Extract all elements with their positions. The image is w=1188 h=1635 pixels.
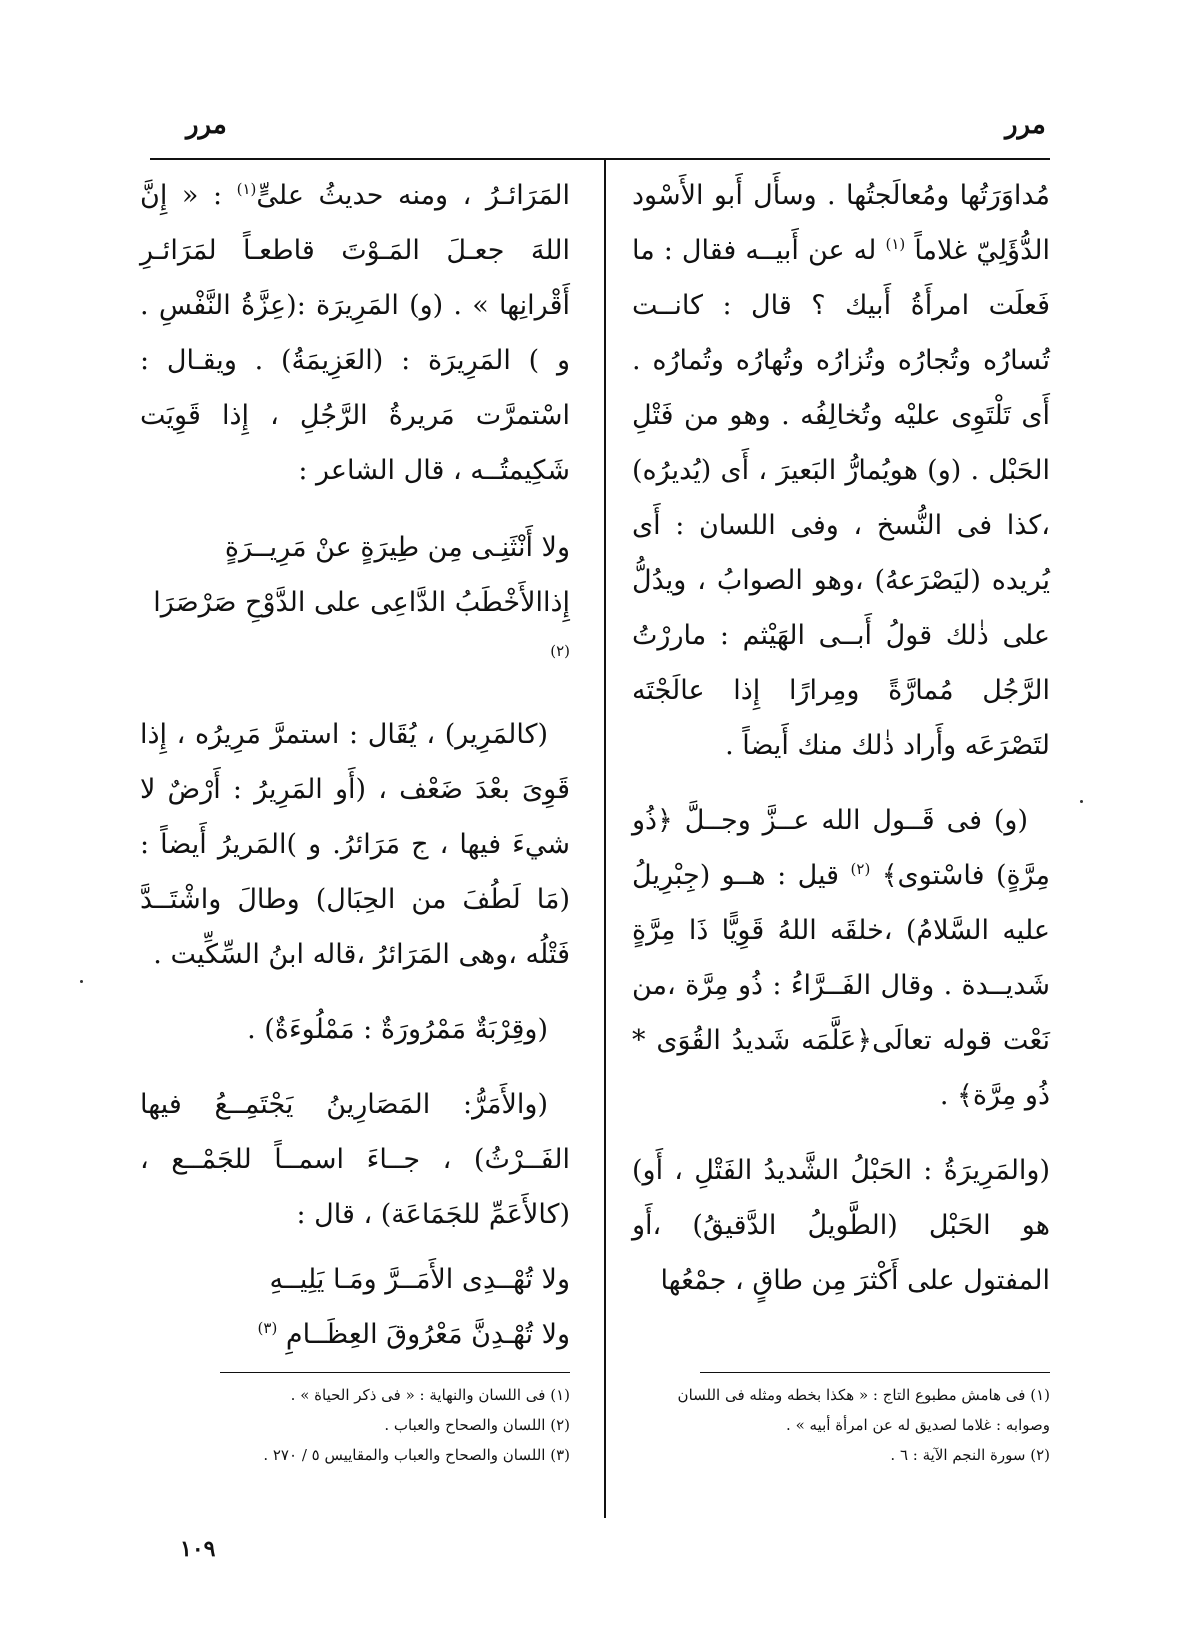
page-number: ١٠٩ [180,1536,216,1562]
paragraph: (و) فى قَــول الله عــزَّ وجــلَّ ﴿ذُو مِرَّةٍ) فاسْتوى﴾ $^{(٢)}$ قيل : هــو (جِبْرِيلُ عليه السَّلامُ) ،خلقَه اللهُ قَوِيًّا ذَا مِرَّةٍ شَديــدة . وقال الفَــرَّاءُ : ذُو مِرَّة ،من نَعْت قوله تعالَى﴿عَلَّمَه شَديدُ القُوَى * ذُو مِرَّة﴾ . [632,805,1050,1111]
footnotes-left [140,1380,570,1470]
header-rule [150,158,1050,160]
paragraph: مُداوَرَتُها ومُعالَجتُها . وسأَل أَبو الأَسْود الدُّؤَلِيّ غلاماً $^{(١)}$ له عن أَبيــه فقال : ما فَعلَت امرأَةُ أَبيك ؟ قال : كانــت تُسارُه وتُجارُه وتُزارُه وتُهارُه وتُمارُه . أَى تَلْتَوِى عليْه وتُخالِفُه . وهو من فَتْلِ الحَبْل . (و) هويُمارُّ البَعيرَ ، أَى (يُديرُه) ،كذا فى النُّسخ ، وفى اللسان : أَى يُريده (ليَصْرَعهُ) ،وهو الصوابُ ، ويدُلُّ على ذٰلك قولُ أَبــى الهَيْثم : ماررْتُ الرَّجُل مُمارَّةً ومِرارًا إِذا عالَجْتَه لتَصْرَعَه وأَراد ذٰلك منك أَيضاً . [632,180,1050,761]
paragraph: (وقِرْبَةٌ مَمْرُورَةٌ : مَمْلُوءَةٌ) . [247,1014,548,1045]
footnote-mark: (١) [885,235,906,253]
paragraph: (والأَمَرُّ: المَصَارِينُ يَجْتَمِــعُ فيها الفَــرْثُ) ، جــاءَ اسمــاً للجَمْــع ، (كالأَعَمِّ للجَمَاعَة) ، قال : [140,1089,570,1230]
footnote-mark: (٢) [850,860,871,878]
left-column [140,168,570,1384]
scan-speck [80,980,83,983]
footnote: (٣) اللسان والصحاح والعباب والمقاييس ٥ / ٢٧٠ . [263,1446,570,1464]
footnote: (٢) اللسان والصحاح والعباب . [384,1416,570,1434]
footnote-mark: (١) [236,180,257,198]
column-divider [604,158,606,1518]
footnote-mark: (٢) [550,642,570,660]
paragraph: المَرَائـرُ ، ومنه حديثُ علىٍّ$^{(١)}$ : « إِنَّ اللهَ جعـلَ المَـوْتَ قاطعـاً لمَرَائـرِ أَقْرانِها » . (و) المَرِيرَة :(عِزَّةُ النَّفْسِ . و ) المَرِيرَة : (العَزِيمَةُ) . ويقـال : اسْتمرَّت مَريرةُ الرَّجُلِ ، إِذا قَوِيَت شَكِيمتُــه ، قال الشاعر : [140,180,570,486]
verse-line: ولا أَنْثَنِـى مِن طِيرَةٍ عنْ مَرِيــرَةٍ [224,532,570,563]
footnote: (١) فى اللسان والنهاية : « فى ذكر الحياة » . [290,1386,570,1404]
footnote-rule-right [700,1372,1050,1373]
paragraph: (كالمَرِير) ، يُقَال : استمرَّ مَرِيرُه ، إِذا قَوِىَ بعْدَ ضَعْف ، (أَو المَرِيرُ : أَرْضٌ لا شيءَ فيها ، ج مَرَائرُ. و )المَريرُ أَيضاً : (مَا لَطُفَ من الحِبَال) وطالَ واشْتَــدَّ فَتْلُه ،وهى المَرَائرُ ،قاله ابنُ السِّكِّيت . [140,719,570,970]
paragraph: (والمَرِيرَةُ : الحَبْلُ الشَّديدُ الفَتْلِ ، أَو) هو الحَبْل (الطَّويلُ الدَّقيقُ) ،أَو المفتول على أَكْثرَ مِن طاقٍ ، جمْعُها [632,1155,1050,1296]
footnotes-right [630,1380,1050,1470]
scan-speck [1080,800,1083,803]
verse-line: ولا تُهْـدِنَّ مَعْرُوقَ العِظَــامِ $^{(٣)}$ [257,1319,570,1350]
verse-block [140,520,570,685]
verse-line: ولا تُهْــدِى الأَمَــرَّ ومَـا يَلِيــهِ [269,1264,570,1295]
verse-block [140,1252,570,1362]
footnote: (٢) سورة النجم الآية : ٦ . [890,1446,1050,1464]
footnote-mark: (٣) [257,1319,278,1337]
running-header-left: مرر [186,110,227,140]
footnote-rule-left [220,1372,570,1373]
footnote: (١) فى هامش مطبوع التاج : « هكذا بخطه ومثله فى اللسان وصوابه : غلاما لصديق له عن امرأة أبيه » . [677,1386,1050,1434]
verse-line: إِذاالأَخْطَبُ الدَّاعِى على الدَّوْحِ صَرْصَرَا $^{(٢)}$ [153,587,570,660]
running-header-right: مرر [1005,110,1046,140]
right-column [632,168,1050,1308]
